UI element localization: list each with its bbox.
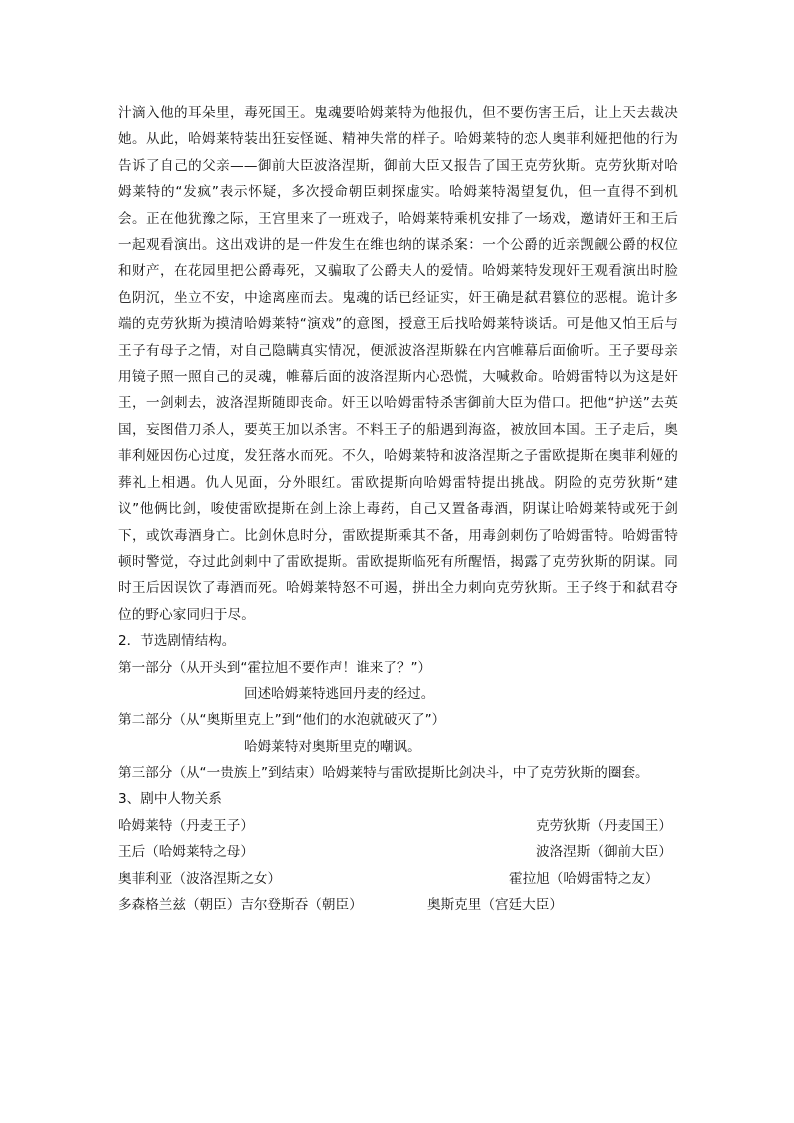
character-polonius: 波洛涅斯（御前大臣） <box>536 844 672 861</box>
character-hamlet: 哈姆莱特（丹麦王子） <box>118 817 254 834</box>
character-row-4 <box>118 892 678 918</box>
character-ophelia: 奥菲利亚（波洛涅斯之女） <box>118 870 282 887</box>
character-claudius: 克劳狄斯（丹麦国王） <box>536 817 672 834</box>
character-queen: 王后（哈姆莱特之母） <box>118 844 254 861</box>
character-row-2 <box>118 839 678 865</box>
part1-description: 回述哈姆莱特逃回丹麦的经过。 <box>244 685 435 702</box>
part2-label: 第二部分（从“奥斯里克上”到“他们的水泡就破灭了”） <box>118 712 446 729</box>
document-page <box>118 100 678 918</box>
character-courtiers: 多森格兰兹（朝臣）吉尔登斯吞（朝臣） <box>118 897 363 914</box>
part3-line: 第三部分（从“一贵族上”到结束）哈姆莱特与雷欧提斯比剑决斗，中了克劳狄斯的圈套。 <box>118 765 649 782</box>
part2-description: 哈姆莱特对奥斯里克的嘲讽。 <box>244 738 421 755</box>
section2-heading: 2．节选剧情结构。 <box>118 633 236 650</box>
character-row-1 <box>118 813 678 839</box>
section3-heading: 3、剧中人物关系 <box>118 791 222 808</box>
character-osric: 奥斯克里（宫廷大臣） <box>427 897 563 914</box>
plot-summary-paragraph: 汁滴入他的耳朵里，毒死国王。鬼魂要哈姆莱特为他报仇，但不要伤害王后，让上天去裁决她。从此，哈姆莱特装出狂妄怪诞、精神失常的样子。哈姆莱特的恋人奥菲利娅把他的行为告诉了自己的父亲——御前大臣波洛涅斯，御前大臣又报告了国王克劳狄斯。克劳狄斯对哈姆莱特的“发疯”表示怀疑，多次授命朝臣刺探虚实。哈姆莱特渴望复仇，但一直得不到机会。正在他犹豫之际，王宫里来了一班戏子，哈姆莱特乘机安排了一场戏，邀请奸王和王后一起观看演出。这出戏讲的是一件发生在维也纳的谋杀案：一个公爵的近亲觊觎公爵的权位和财产，在花园里把公爵毒死，又骗取了公爵夫人的爱情。哈姆莱特发现奸王观看演出时脸色阴沉，坐立不安，中途离座而去。鬼魂的话已经证实，奸王确是弑君篡位的恶棍。诡计多端的克劳狄斯为摸清哈姆莱特“演戏”的意图，授意王后找哈姆莱特谈话。可是他又怕王后与王子有母子之情，对自己隐瞒真实情况，便派波洛涅斯躲在内宫帷幕后面偷听。王子要母亲用镜子照一照自己的灵魂，帷幕后面的波洛涅斯内心恐慌，大喊救命。哈姆雷特以为这是奸王，一剑刺去，波洛涅斯随即丧命。奸王以哈姆雷特杀害御前大臣为借口。把他“护送”去英国，妄图借刀杀人，要英王加以杀害。不料王子的船遇到海盗，被放回本国。王子走后，奥菲利娅因伤心过度，发狂落水而死。不久，哈姆莱特和波洛涅斯之子雷欧提斯在奥菲利娅的葬礼上相遇。仇人见面，分外眼红。雷欧提斯向哈姆雷特提出挑战。阴险的克劳狄斯“建议”他俩比剑，唆使雷欧提斯在剑上涂上毒药，自己又置备毒酒，阴谋让哈姆莱特或死于剑下，或饮毒酒身亡。比剑休息时分，雷欧提斯乘其不备，用毒剑刺伤了哈姆雷特。哈姆雷特顿时警觉，夺过此剑刺中了雷欧提斯。雷欧提斯临死有所醒悟，揭露了克劳狄斯的阴谋。同时王后因误饮了毒酒而死。哈姆莱特怒不可遏，拼出全力刺向克劳狄斯。王子终于和弑君夺位的野心家同归于尽。 <box>118 105 678 623</box>
character-row-3 <box>118 866 678 892</box>
part1-label: 第一部分（从开头到“霍拉旭不要作声！谁来了？”） <box>118 659 432 676</box>
character-horatio: 霍拉旭（哈姆雷特之友） <box>509 870 659 887</box>
